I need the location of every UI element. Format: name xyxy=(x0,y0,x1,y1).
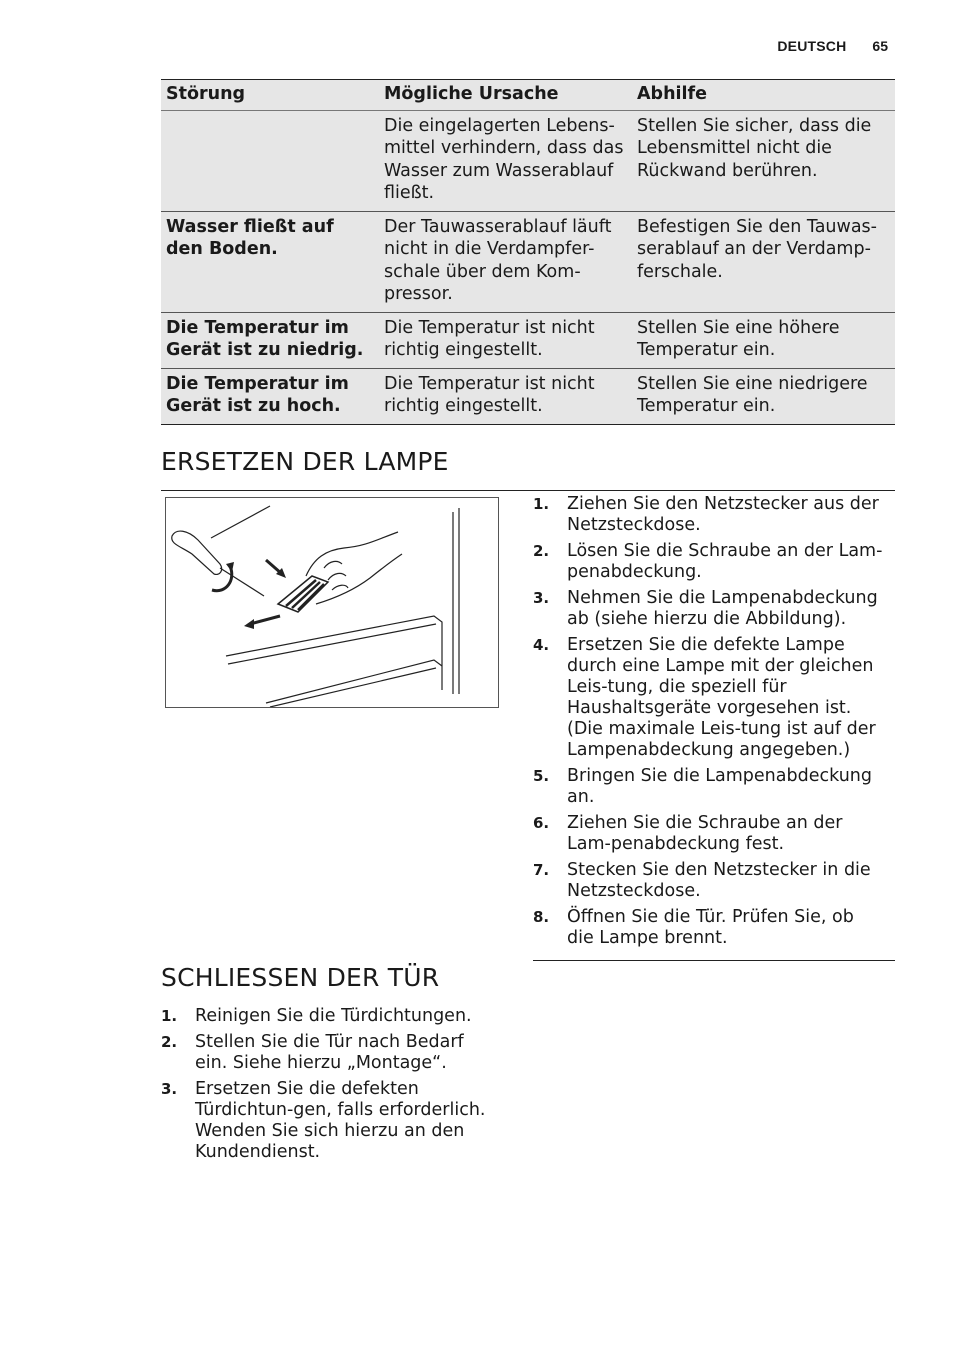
step-number: 8. xyxy=(533,908,550,926)
column-header-remedy: Abhilfe xyxy=(632,80,895,111)
cause-cell: Der Tauwasserablauf läuft nicht in die Verdampfer-schale über dem Kom-pressor. xyxy=(379,211,632,312)
step-number: 6. xyxy=(533,814,550,832)
cause-cell: Die eingelagerten Lebens-mittel verhindern, dass das Wasser zum Wasserablauf fließt. xyxy=(379,110,632,211)
step-text: Ziehen Sie den Netzstecker aus der Netzsteckdose. xyxy=(567,494,879,535)
problem-cell: Die Temperatur im Gerät ist zu hoch. xyxy=(161,368,379,424)
problem-cell: Wasser fließt auf den Boden. xyxy=(161,211,379,312)
step-text: Ersetzen Sie die defekten Türdichtun-gen, falls erforderlich. Wenden Sie sich hierzu an den Kundendienst. xyxy=(195,1079,486,1162)
list-item xyxy=(533,907,885,949)
list-item xyxy=(161,1079,501,1163)
table-row xyxy=(161,312,895,368)
step-number: 3. xyxy=(533,589,550,607)
section-divider xyxy=(533,960,895,961)
step-text: Bringen Sie die Lampenabdeckung an. xyxy=(567,766,872,807)
step-number: 1. xyxy=(161,1007,178,1025)
door-steps-list xyxy=(161,1006,501,1168)
problem-cell: Die Temperatur im Gerät ist zu niedrig. xyxy=(161,312,379,368)
door-section-title: SCHLIESSEN DER TÜR xyxy=(161,963,440,992)
remedy-cell: Stellen Sie sicher, dass die Lebensmittel nicht die Rückwand berühren. xyxy=(632,110,895,211)
step-number: 3. xyxy=(161,1080,178,1098)
list-item xyxy=(161,1006,501,1027)
step-text: Nehmen Sie die Lampenabdeckung ab (siehe hierzu die Abbildung). xyxy=(567,588,878,629)
problem-cell xyxy=(161,110,379,211)
column-header-cause: Mögliche Ursache xyxy=(379,80,632,111)
list-item xyxy=(533,541,885,583)
page-number: 65 xyxy=(872,38,888,54)
remedy-cell: Befestigen Sie den Tauwas-serablauf an der Verdamp-ferschale. xyxy=(632,211,895,312)
cause-cell: Die Temperatur ist nicht richtig eingestellt. xyxy=(379,312,632,368)
table-row xyxy=(161,368,895,424)
list-item xyxy=(533,860,885,902)
table-header-row xyxy=(161,80,895,111)
list-item xyxy=(533,635,885,761)
remedy-cell: Stellen Sie eine höhere Temperatur ein. xyxy=(632,312,895,368)
step-text: Stecken Sie den Netzstecker in die Netzsteckdose. xyxy=(567,860,871,901)
step-text: Reinigen Sie die Türdichtungen. xyxy=(195,1006,472,1026)
step-number: 5. xyxy=(533,767,550,785)
cause-cell: Die Temperatur ist nicht richtig eingestellt. xyxy=(379,368,632,424)
lamp-steps-list xyxy=(533,494,885,954)
table-row xyxy=(161,211,895,312)
list-item xyxy=(533,588,885,630)
list-item xyxy=(533,766,885,808)
list-item xyxy=(161,1032,501,1074)
step-number: 2. xyxy=(533,542,550,560)
step-number: 2. xyxy=(161,1033,178,1051)
lamp-cover-removal-drawing xyxy=(166,498,498,707)
step-text: Ersetzen Sie die defekte Lampe durch eine Lampe mit der gleichen Leis-tung, die speziell für Haushaltsgeräte vorgesehen ist. (Die maximale Leis-tung ist auf der Lampenabdeckung angegeben.) xyxy=(567,635,876,760)
troubleshooting-table xyxy=(161,79,895,425)
step-text: Öffnen Sie die Tür. Prüfen Sie, ob die Lampe brennt. xyxy=(567,907,854,948)
section-divider xyxy=(161,490,895,491)
step-text: Ziehen Sie die Schraube an der Lam-penabdeckung fest. xyxy=(567,813,843,854)
page-header xyxy=(777,38,888,54)
lamp-illustration xyxy=(165,497,499,708)
header-language: DEUTSCH xyxy=(777,38,847,54)
list-item xyxy=(533,494,885,536)
lamp-section-title: ERSETZEN DER LAMPE xyxy=(161,447,449,476)
table-row xyxy=(161,110,895,211)
step-number: 4. xyxy=(533,636,550,654)
step-number: 7. xyxy=(533,861,550,879)
step-text: Lösen Sie die Schraube an der Lam-penabdeckung. xyxy=(567,541,883,582)
remedy-cell: Stellen Sie eine niedrigere Temperatur ein. xyxy=(632,368,895,424)
list-item xyxy=(533,813,885,855)
column-header-problem: Störung xyxy=(161,80,379,111)
step-number: 1. xyxy=(533,495,550,513)
step-text: Stellen Sie die Tür nach Bedarf ein. Siehe hierzu „Montage“. xyxy=(195,1032,464,1073)
